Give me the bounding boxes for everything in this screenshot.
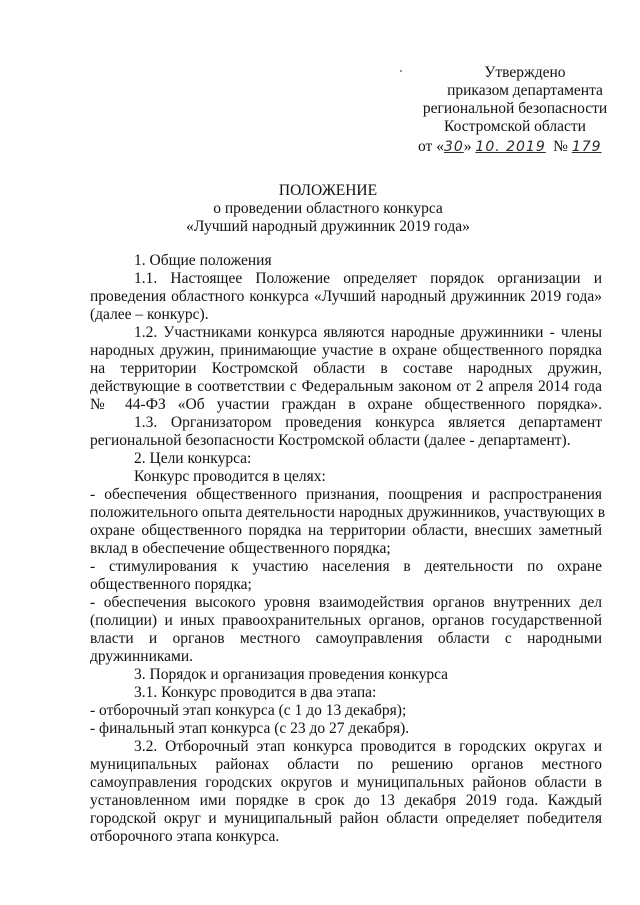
approval-month: 10. 2019 [475, 139, 546, 155]
approval-number-prefix: № [553, 138, 568, 155]
paragraph-line: 3.2. Отборочный этап конкурса проводится в городских округах и [134, 738, 602, 755]
approval-line-2: приказом департамента [447, 82, 603, 99]
scan-speck [400, 70, 402, 72]
paragraph-line: 1.2. Участниками конкурса являются народные дружинники - члены [134, 324, 602, 341]
approval-date-line [418, 138, 602, 156]
document-title: ПОЛОЖЕНИЕ [278, 182, 378, 199]
list-item: вклад в обеспечение общественного порядка; [90, 540, 391, 557]
paragraph-line: проведения областного конкурса «Лучший народный дружинник 2019 года» [90, 288, 602, 305]
paragraph-line: отборочного этапа конкурса. [90, 828, 280, 845]
list-item: - обеспечения высокого уровня взаимодействия органов внутренних дел [90, 594, 602, 611]
paragraph-line: муниципальных районах области по решению органов местного [90, 756, 602, 773]
list-item: охране общественного порядка на территории области, внесших заметный [90, 522, 602, 539]
approval-line-1: Утверждено [484, 64, 566, 81]
list-item: - отборочный этап конкурса (с 1 до 13 декабря); [90, 702, 407, 719]
paragraph-line: (далее – конкурс). [90, 306, 209, 323]
paragraph-line: на территории Костромской области в составе народных дружин, [90, 360, 602, 377]
list-item: положительного опыта деятельности народных дружинников, участвующих в [90, 504, 606, 521]
paragraph-line: 3.1. Конкурс проводится в два этапа: [134, 684, 377, 701]
section-3-heading: 3. Порядок и организация проведения конкурса [134, 666, 449, 683]
approval-quote-close: » [463, 138, 472, 155]
list-item: дружинниками. [90, 648, 194, 665]
list-item: (полиции) и иных правоохранительных органов, органов государственной [90, 612, 602, 629]
paragraph-line: действующие в соответствии с Федеральным законом от 2 апреля 2014 года [90, 378, 602, 395]
list-item: - стимулирования к участию населения в деятельности по охране [90, 558, 602, 575]
paragraph-line: самоуправления городских округов и муниципальных районов области в [90, 774, 602, 791]
approval-line-3: региональной безопасности [422, 100, 608, 117]
paragraph-line: региональной безопасности Костромской области (далее - департамент). [90, 432, 571, 449]
approval-day: 30 [443, 139, 464, 155]
approval-line-4: Костромской области [444, 118, 586, 135]
section-2-heading: 2. Цели конкурса: [134, 450, 252, 467]
list-item: общественного порядка; [90, 576, 252, 593]
paragraph-line: установленном ими порядке в срок до 13 декабря 2019 года. Каждый [90, 792, 602, 809]
paragraph-line: № 44-ФЗ «Об участии граждан в охране общественного порядка». [90, 396, 602, 413]
section-1-heading: 1. Общие положения [134, 252, 272, 269]
paragraph-line: 1.3. Организатором проведения конкурса является департамент [134, 414, 602, 431]
list-item: власти и органов местного самоуправления области с народными [90, 630, 602, 647]
approval-number: 179 [571, 139, 602, 155]
paragraph-line: 1.1. Настоящее Положение определяет порядок организации и [134, 270, 602, 287]
approval-from-prefix: от « [418, 138, 444, 155]
document-subtitle-2: «Лучший народный дружинник 2019 года» [186, 218, 470, 235]
list-item: - финальный этап конкурса (с 23 до 27 декабря). [90, 720, 410, 737]
paragraph-line: городской округ и муниципальный район области определяет победителя [90, 810, 602, 827]
document-subtitle-1: о проведении областного конкурса [213, 200, 443, 217]
list-item: - обеспечения общественного признания, поощрения и распространения [90, 486, 602, 503]
paragraph-line: Конкурс проводится в целях: [134, 468, 326, 485]
paragraph-line: народных дружин, принимающие участие в охране общественного порядка [90, 342, 602, 359]
